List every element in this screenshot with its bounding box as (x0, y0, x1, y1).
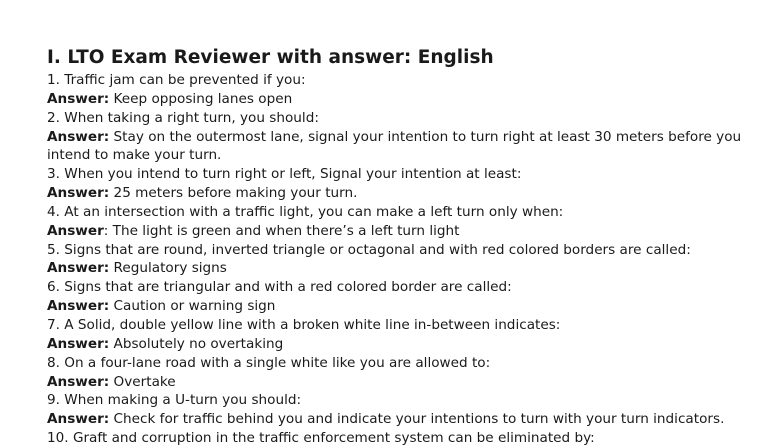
answer-label: Answer: (47, 335, 110, 352)
answer-label: Answer: (47, 260, 110, 277)
answer-label: Answer: (47, 411, 110, 428)
answer-text: Regulatory signs (109, 260, 227, 277)
answer-7 (47, 335, 767, 354)
question-2: 2. When taking a right turn, you should: (47, 109, 319, 126)
question-10: 10. Graft and corruption in the traffic enforcement system can be eliminated by: (47, 430, 595, 447)
answer-2 (47, 128, 767, 166)
answer-text: Overtake (109, 373, 176, 390)
answer-6 (47, 297, 767, 316)
page-title: I. LTO Exam Reviewer with answer: English (47, 47, 494, 68)
answer-label: Answer: (47, 298, 110, 315)
answer-label: Answer: (47, 90, 110, 107)
answer-label: Answer: (47, 185, 110, 202)
answer-9 (47, 410, 767, 429)
answer-3 (47, 184, 767, 203)
answer-label: Answer: (47, 373, 110, 390)
answer-text: : The light is green and when there’s a left turn light (103, 222, 460, 239)
answer-text: Check for traffic behind you and indicate your intentions to turn with your turn indicators. (109, 411, 725, 428)
question-9: 9. When making a U-turn you should: (47, 392, 302, 409)
answer-4 (47, 222, 767, 241)
answer-text: Absolutely no overtaking (109, 335, 284, 352)
answer-text: Keep opposing lanes open (109, 90, 293, 107)
answer-5 (47, 259, 767, 278)
answer-text: 25 meters before making your turn. (109, 185, 358, 202)
question-3: 3. When you intend to turn right or left, Signal your intention at least: (47, 166, 522, 183)
answer-label: Answer: (47, 128, 110, 145)
answer-8 (47, 373, 767, 392)
question-8: 8. On a four-lane road with a single white like you are allowed to: (47, 354, 491, 371)
question-1: 1. Traffic jam can be prevented if you: (47, 72, 306, 88)
document-page (47, 46, 767, 448)
question-5: 5. Signs that are round, inverted triangle or octagonal and with red colored borders are called: (47, 241, 691, 258)
answer-1 (47, 90, 767, 109)
question-4: 4. At an intersection with a traffic light, you can make a left turn only when: (47, 203, 564, 220)
answer-label: Answer (47, 222, 104, 239)
question-6: 6. Signs that are triangular and with a red colored border are called: (47, 279, 512, 296)
question-7: 7. A Solid, double yellow line with a broken white line in-between indicates: (47, 316, 561, 333)
answer-text: Caution or warning sign (109, 298, 276, 315)
answer-text: Stay on the outermost lane, signal your intention to turn right at least 30 meters before you intend to make your turn. (47, 128, 742, 164)
